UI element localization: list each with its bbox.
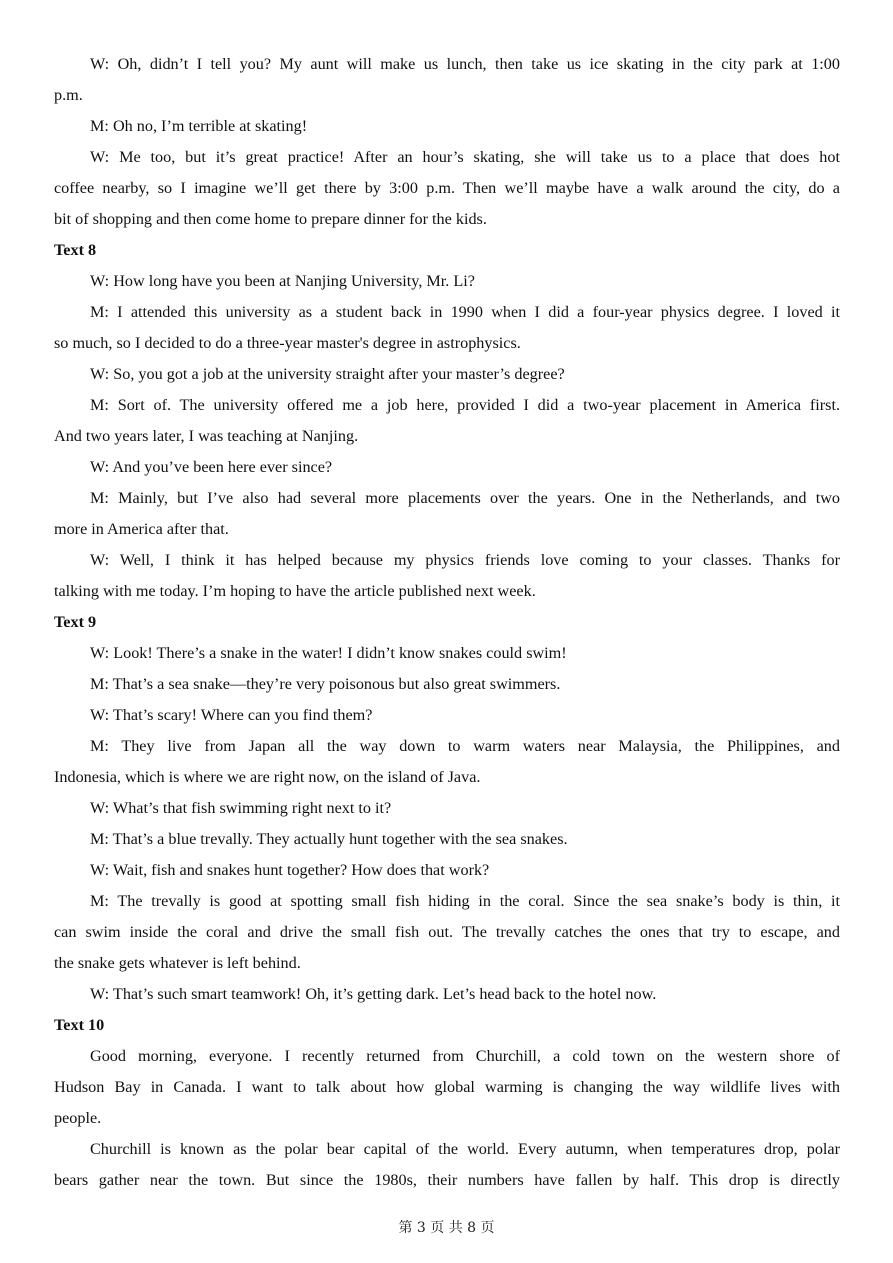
text-line: And two years later, I was teaching at Nanjing. (54, 427, 359, 445)
text-line: the snake gets whatever is left behind. (54, 954, 301, 972)
text-line: p.m. (54, 86, 83, 104)
page-number-footer: 第 3 页 共 8 页 (398, 1220, 495, 1236)
text-line: people. (54, 1109, 102, 1127)
text-line: bears gather near the town. But since the 1980s, their numbers have fallen by half. This drop is directly (54, 1171, 840, 1189)
text-line: W: What’s that fish swimming right next to it? (90, 799, 392, 817)
text-line: Churchill is known as the polar bear capital of the world. Every autumn, when temperatures drop, polar (90, 1140, 840, 1158)
document-page (54, 49, 840, 1196)
section-heading: Text 10 (54, 1016, 105, 1034)
text-line: W: And you’ve been here ever since? (90, 458, 333, 476)
text-line: can swim inside the coral and drive the small fish out. The trevally catches the ones that try to escape, and (54, 923, 840, 941)
text-line: M: Oh no, I’m terrible at skating! (90, 117, 308, 135)
text-line: Indonesia, which is where we are right now, on the island of Java. (54, 768, 481, 786)
text-line: W: Look! There’s a snake in the water! I didn’t know snakes could swim! (90, 644, 567, 662)
text-line: more in America after that. (54, 520, 229, 538)
text-line: Good morning, everyone. I recently returned from Churchill, a cold town on the western shore of (90, 1047, 840, 1065)
text-line: M: Mainly, but I’ve also had several more placements over the years. One in the Netherlands, and two (90, 489, 840, 507)
text-line: Hudson Bay in Canada. I want to talk about how global warming is changing the way wildlife lives with (54, 1078, 840, 1096)
text-line: W: That’s scary! Where can you find them? (90, 706, 373, 724)
text-line: M: They live from Japan all the way down to warm waters near Malaysia, the Philippines, and (90, 737, 840, 755)
text-line: M: That’s a sea snake—they’re very poisonous but also great swimmers. (90, 675, 561, 693)
text-line: W: Me too, but it’s great practice! After an hour’s skating, she will take us to a place that does hot (90, 148, 840, 166)
text-line: W: Oh, didn’t I tell you? My aunt will make us lunch, then take us ice skating in the city park at 1:00 (90, 55, 840, 73)
text-line: W: So, you got a job at the university straight after your master’s degree? (90, 365, 565, 383)
text-line: talking with me today. I’m hoping to have the article published next week. (54, 582, 536, 600)
text-line: M: I attended this university as a student back in 1990 when I did a four-year physics degree. I loved it (90, 303, 840, 321)
text-line: W: Wait, fish and snakes hunt together? How does that work? (90, 861, 490, 879)
text-line: coffee nearby, so I imagine we’ll get there by 3:00 p.m. Then we’ll maybe have a walk around the city, do a (54, 179, 840, 197)
text-line: bit of shopping and then come home to prepare dinner for the kids. (54, 210, 487, 228)
text-line: W: How long have you been at Nanjing University, Mr. Li? (90, 272, 475, 290)
section-heading: Text 9 (54, 613, 97, 631)
text-line: M: The trevally is good at spotting small fish hiding in the coral. Since the sea snake’s body is thin, it (90, 892, 840, 910)
section-heading: Text 8 (54, 241, 97, 259)
text-line: W: Well, I think it has helped because my physics friends love coming to your classes. Thanks for (90, 551, 840, 569)
text-line: so much, so I decided to do a three-year master's degree in astrophysics. (54, 334, 521, 352)
text-line: M: That’s a blue trevally. They actually hunt together with the sea snakes. (90, 830, 568, 848)
text-line: W: That’s such smart teamwork! Oh, it’s getting dark. Let’s head back to the hotel now. (90, 985, 657, 1003)
text-line: M: Sort of. The university offered me a job here, provided I did a two-year placement in America first. (90, 396, 840, 414)
